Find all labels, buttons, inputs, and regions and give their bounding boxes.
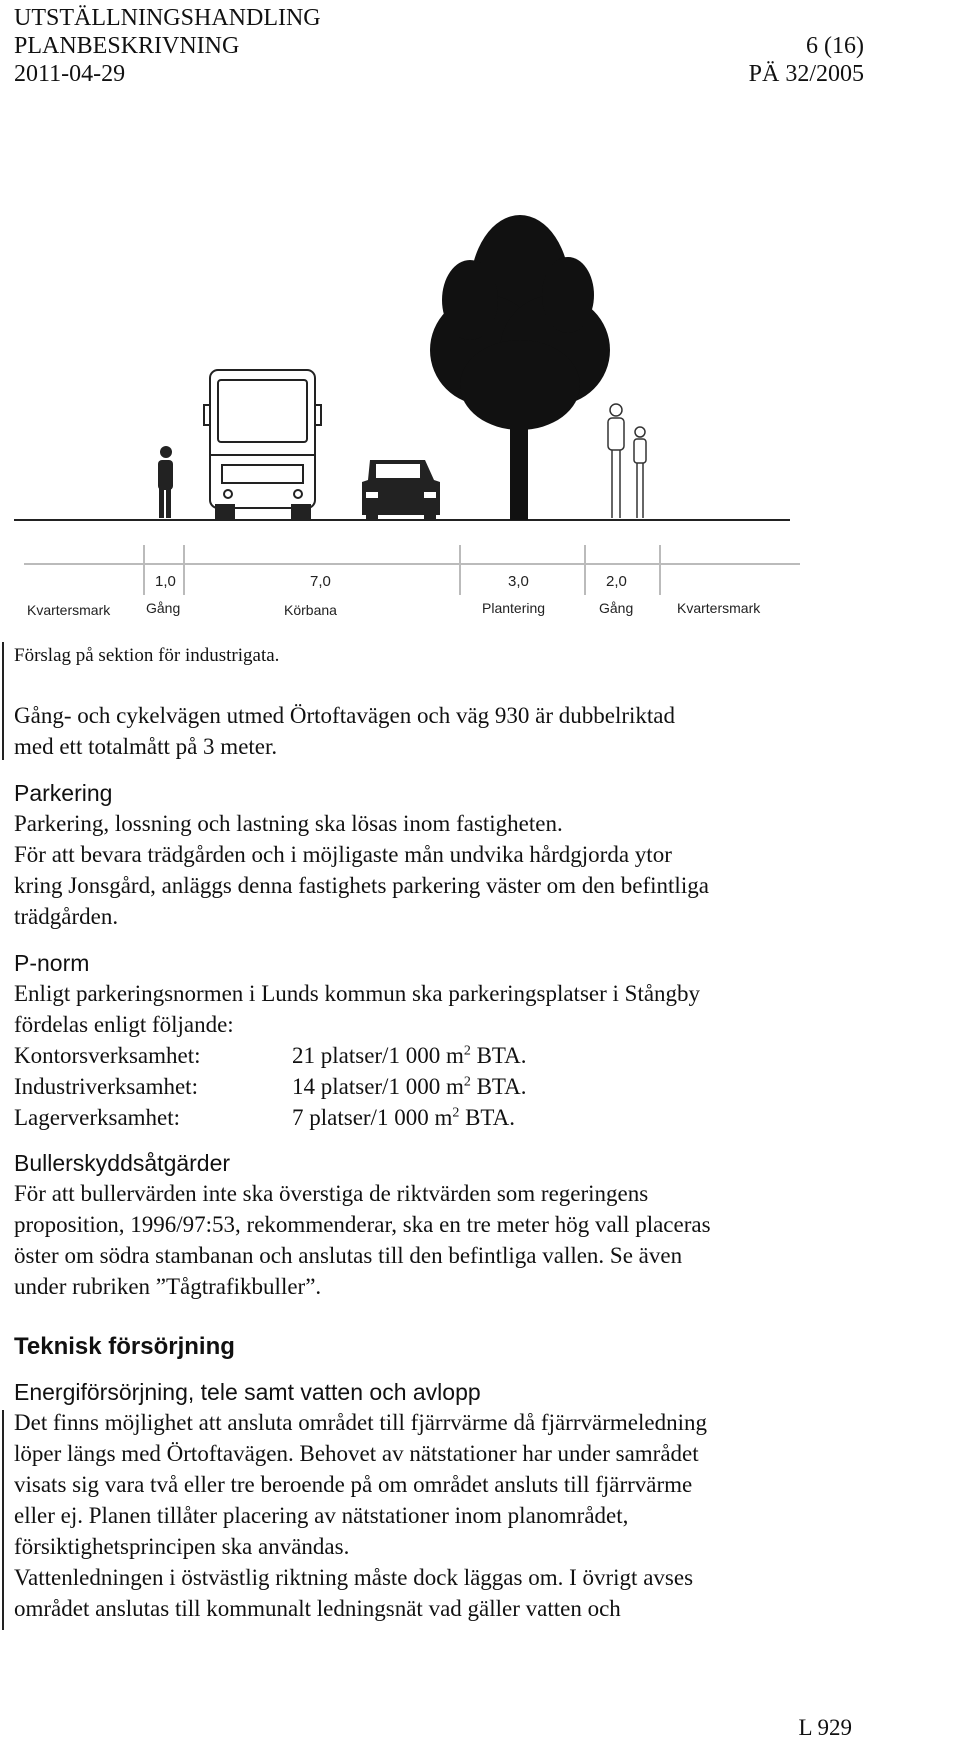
pnorm-label: Lagerverksamhet:: [14, 1105, 181, 1130]
paragraph-line: löper längs med Örtoftavägen. Behovet av nätstationer har under samrådet: [14, 1441, 699, 1466]
paragraph-line: fördelas enligt följande:: [14, 1012, 234, 1037]
car-icon: [362, 460, 440, 520]
paragraph-line: Parkering, lossning och lastning ska lösas inom fastigheten.: [14, 811, 563, 836]
paragraph-line: området anslutas till kommunalt ledningsnät vad gäller vatten och: [14, 1596, 621, 1621]
label-kvartersmark-left: Kvartersmark: [27, 602, 111, 618]
pedestrians-right-icon: [608, 404, 646, 518]
figure-caption: Förslag på sektion för industrigata.: [14, 645, 280, 666]
street-section-figure: [0, 200, 820, 620]
revision-bar: [2, 1410, 4, 1630]
label-gang-right: Gång: [599, 600, 634, 616]
pnorm-label: Industriverksamhet:: [14, 1074, 198, 1099]
page-number: 6 (16): [806, 33, 864, 59]
parkering-paragraph: [14, 808, 709, 932]
cycle-path-paragraph: [14, 700, 675, 762]
paragraph-line: Enligt parkeringsnormen i Lunds kommun ska parkeringsplatser i Stångby: [14, 981, 701, 1006]
heading-parkering: Parkering: [14, 780, 113, 806]
paragraph-line: proposition, 1996/97:53, rekommenderar, ska en tre meter hög vall placeras: [14, 1212, 711, 1237]
pnorm-row: [14, 1102, 700, 1133]
label-plantering: Plantering: [482, 600, 546, 616]
paragraph-line: Gång- och cykelvägen utmed Örtoftavägen och väg 930 är dubbelriktad: [14, 703, 676, 728]
paragraph-line: under rubriken ”Tågtrafikbuller”.: [14, 1274, 322, 1299]
heading-teknisk: Teknisk försörjning: [14, 1333, 235, 1360]
paragraph-line: Vattenledningen i östvästlig riktning måste dock läggas om. I övrigt avses: [14, 1565, 694, 1590]
header-reference: PÄ 32/2005: [748, 61, 864, 87]
dim-gang-left: 1,0: [155, 573, 176, 590]
pnorm-row: [14, 1071, 700, 1102]
header-date: 2011-04-29: [14, 61, 126, 87]
label-korbana: Körbana: [284, 602, 337, 618]
paragraph-line: försiktighetsprincipen ska användas.: [14, 1534, 350, 1559]
header-title: UTSTÄLLNINGSHANDLING: [14, 5, 321, 31]
subheading-energi: Energiförsörjning, tele samt vatten och avlopp: [14, 1379, 481, 1405]
header-plan: PLANBESKRIVNING: [14, 33, 240, 59]
paragraph-line: kring Jonsgård, anläggs denna fastighets parkering väster om den befintliga: [14, 873, 709, 898]
revision-bar: [2, 642, 4, 760]
pnorm-value: 14 platser/1 000 $m^2$ BTA.: [292, 1074, 527, 1099]
pnorm-paragraph: [14, 978, 700, 1133]
heading-pnorm: P-norm: [14, 950, 90, 976]
footer-code: L 929: [798, 1715, 852, 1740]
tree-icon: [430, 215, 610, 520]
bus-icon: [204, 370, 321, 520]
label-gang-left: Gång: [146, 600, 181, 616]
pedestrian-left-icon: [158, 446, 173, 518]
paragraph-line: För att bullervärden inte ska överstiga de riktvärden som regeringens: [14, 1181, 649, 1206]
dim-gang-right: 2,0: [606, 573, 627, 590]
dim-plantering: 3,0: [508, 573, 529, 590]
pnorm-value: 21 platser/1 000 $m^2$ BTA.: [292, 1043, 527, 1068]
paragraph-line: Det finns möjlighet att ansluta området till fjärrvärme då fjärrvärmeledning: [14, 1410, 707, 1435]
label-kvartersmark-right: Kvartersmark: [677, 600, 761, 616]
paragraph-line: För att bevara trädgården och i möjligaste mån undvika hårdgjorda ytor: [14, 842, 672, 867]
paragraph-line: eller ej. Planen tillåter placering av nätstationer inom planområdet,: [14, 1503, 629, 1528]
pnorm-value: 7 platser/1 000 $m^2$ BTA.: [292, 1105, 516, 1130]
dimension-lines: [24, 545, 800, 595]
paragraph-line: öster om södra stambanan och anslutas till den befintliga vallen. Se även: [14, 1243, 683, 1268]
buller-paragraph: [14, 1178, 711, 1302]
heading-buller: Bullerskyddsåtgärder: [14, 1150, 231, 1176]
pnorm-label: Kontorsverksamhet:: [14, 1043, 201, 1068]
paragraph-line: trädgården.: [14, 904, 119, 929]
pnorm-row: [14, 1040, 700, 1071]
paragraph-line: visats sig vara två eller tre beroende på om området ansluts till fjärrvärme: [14, 1472, 693, 1497]
dim-korbana: 7,0: [310, 573, 331, 590]
teknisk-paragraph: [14, 1407, 707, 1624]
paragraph-line: med ett totalmått på 3 meter.: [14, 734, 278, 759]
